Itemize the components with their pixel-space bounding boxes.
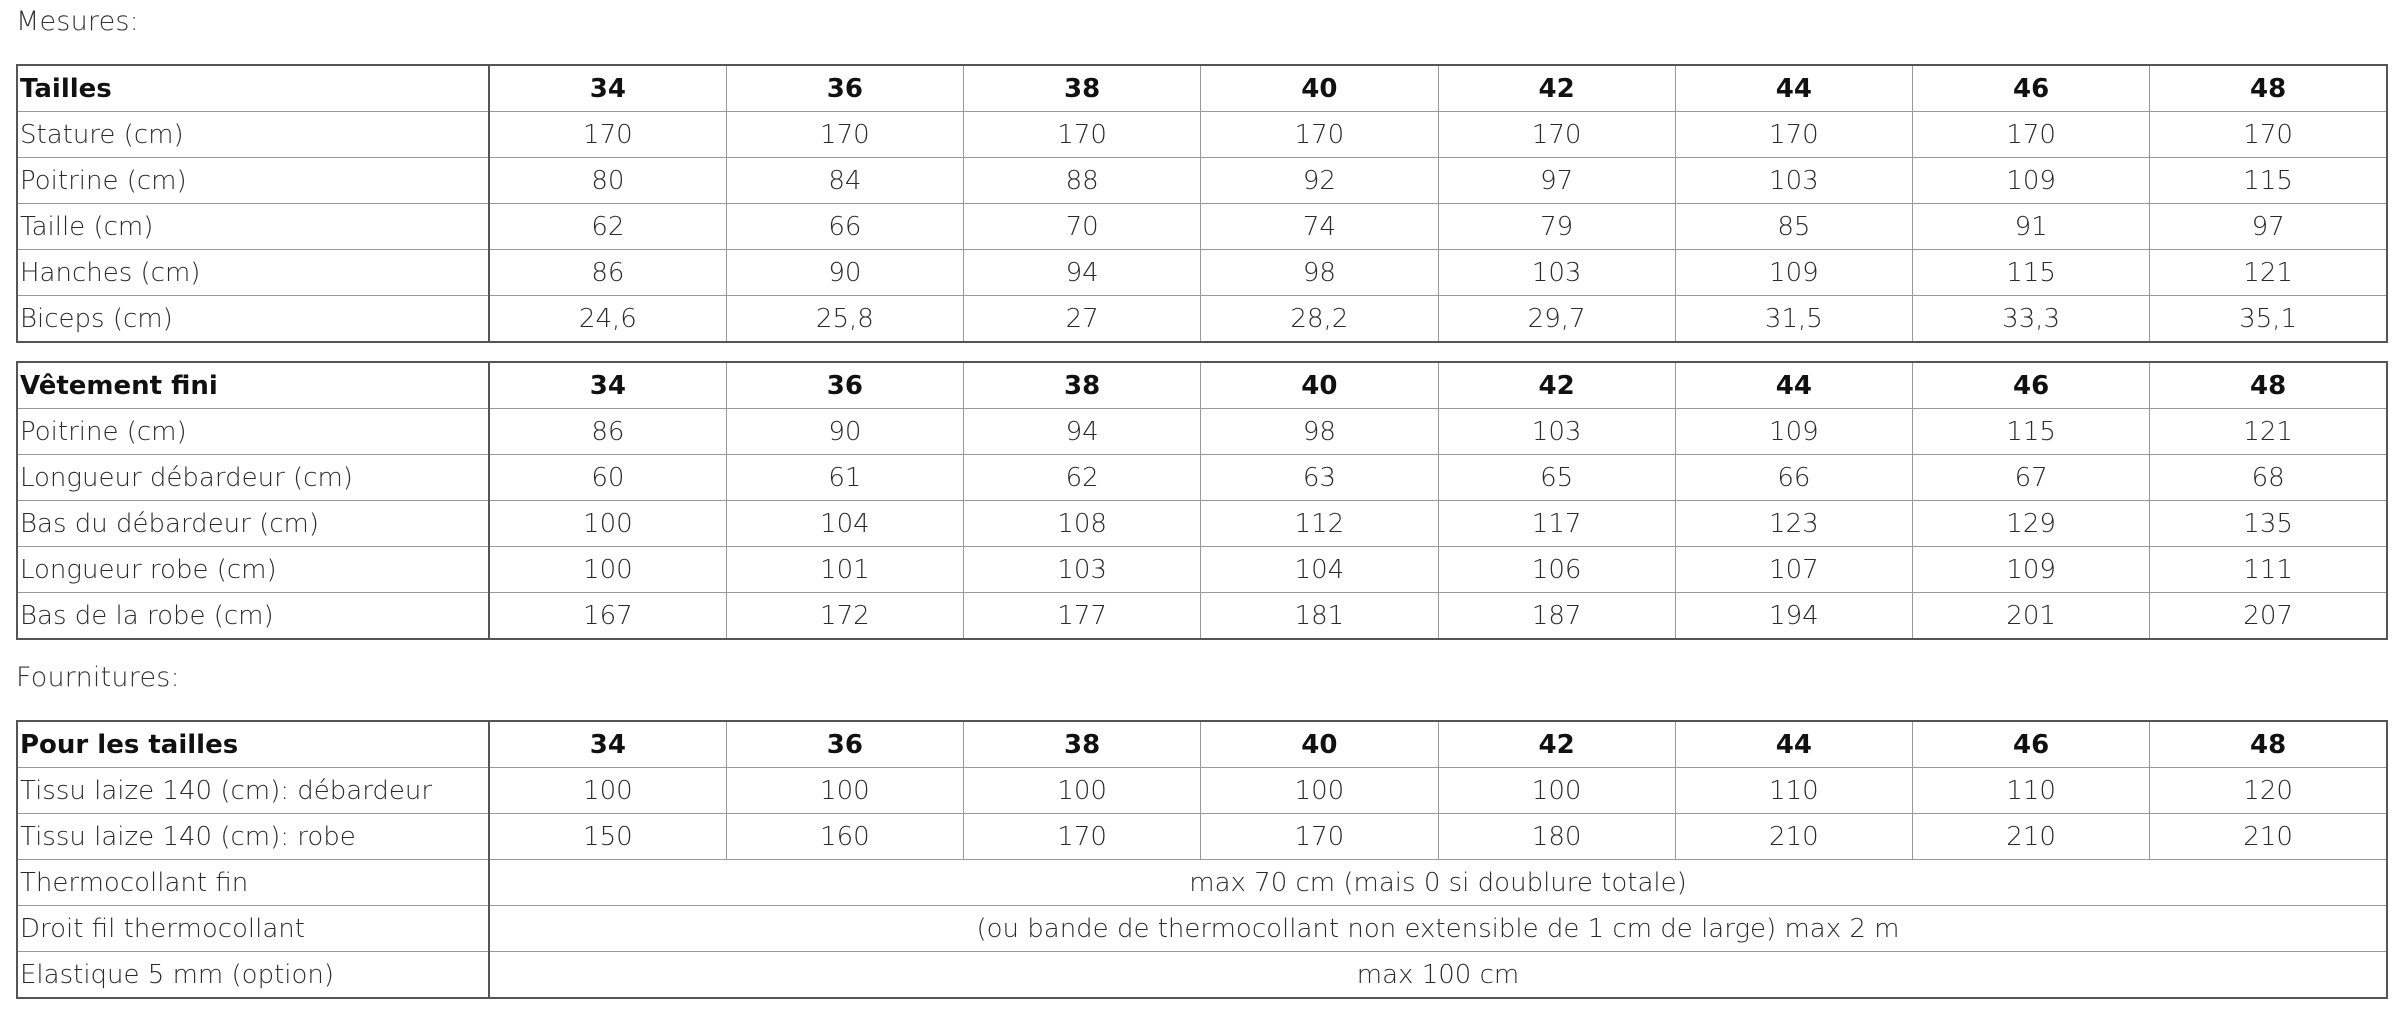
value-cell: 100 — [489, 768, 726, 814]
value-cell: 90 — [726, 250, 963, 296]
value-cell: 210 — [2150, 814, 2387, 860]
row-label-cell: Biceps (cm) — [17, 296, 489, 343]
value-cell: 38 — [964, 721, 1201, 768]
value-cell: 38 — [964, 65, 1201, 112]
value-cell: 80 — [489, 158, 726, 204]
table-row — [17, 593, 2387, 640]
value-cell: 100 — [1201, 768, 1438, 814]
spanning-value-cell: max 100 cm — [489, 952, 2387, 999]
value-cell: 94 — [964, 250, 1201, 296]
value-cell: 86 — [489, 409, 726, 455]
value-cell: 100 — [489, 547, 726, 593]
value-cell: 187 — [1438, 593, 1675, 640]
value-cell: 42 — [1438, 721, 1675, 768]
table-row — [17, 547, 2387, 593]
value-cell: 98 — [1201, 250, 1438, 296]
value-cell: 24,6 — [489, 296, 726, 343]
row-label-cell: Taille (cm) — [17, 204, 489, 250]
row-label-cell: Poitrine (cm) — [17, 158, 489, 204]
value-cell: 110 — [1675, 768, 1912, 814]
row-label-cell: Thermocollant fin — [17, 860, 489, 906]
value-cell: 40 — [1201, 362, 1438, 409]
value-cell: 150 — [489, 814, 726, 860]
value-cell: 34 — [489, 362, 726, 409]
value-cell: 48 — [2150, 721, 2387, 768]
value-cell: 123 — [1675, 501, 1912, 547]
value-cell: 98 — [1201, 409, 1438, 455]
value-cell: 36 — [726, 65, 963, 112]
value-cell: 109 — [1675, 409, 1912, 455]
value-cell: 210 — [1913, 814, 2150, 860]
value-cell: 27 — [964, 296, 1201, 343]
fournitures-table — [16, 720, 2388, 999]
value-cell: 90 — [726, 409, 963, 455]
value-cell: 38 — [964, 362, 1201, 409]
row-label-cell: Vêtement fini — [17, 362, 489, 409]
value-cell: 103 — [964, 547, 1201, 593]
value-cell: 106 — [1438, 547, 1675, 593]
value-cell: 66 — [1675, 455, 1912, 501]
vetement-fini-table — [16, 361, 2388, 640]
value-cell: 210 — [1675, 814, 1912, 860]
value-cell: 66 — [726, 204, 963, 250]
table-header-row — [17, 65, 2387, 112]
value-cell: 94 — [964, 409, 1201, 455]
value-cell: 109 — [1913, 547, 2150, 593]
table-row-spanning — [17, 952, 2387, 999]
value-cell: 79 — [1438, 204, 1675, 250]
value-cell: 63 — [1201, 455, 1438, 501]
value-cell: 33,3 — [1913, 296, 2150, 343]
value-cell: 48 — [2150, 362, 2387, 409]
value-cell: 62 — [964, 455, 1201, 501]
row-label-cell: Tailles — [17, 65, 489, 112]
value-cell: 34 — [489, 65, 726, 112]
mesures-table-body — [17, 65, 2387, 342]
value-cell: 170 — [1201, 814, 1438, 860]
table-row — [17, 814, 2387, 860]
row-label-cell: Stature (cm) — [17, 112, 489, 158]
value-cell: 115 — [1913, 409, 2150, 455]
value-cell: 85 — [1675, 204, 1912, 250]
table-row — [17, 501, 2387, 547]
fournitures-section-label: Fournitures: — [16, 662, 180, 693]
value-cell: 60 — [489, 455, 726, 501]
table-header-row — [17, 362, 2387, 409]
value-cell: 167 — [489, 593, 726, 640]
value-cell: 62 — [489, 204, 726, 250]
value-cell: 121 — [2150, 409, 2387, 455]
value-cell: 115 — [1913, 250, 2150, 296]
table-row — [17, 250, 2387, 296]
spanning-value-cell: max 70 cm (mais 0 si doublure totale) — [489, 860, 2387, 906]
row-label-cell: Poitrine (cm) — [17, 409, 489, 455]
value-cell: 65 — [1438, 455, 1675, 501]
table-row — [17, 158, 2387, 204]
value-cell: 115 — [2150, 158, 2387, 204]
row-label-cell: Hanches (cm) — [17, 250, 489, 296]
value-cell: 40 — [1201, 721, 1438, 768]
value-cell: 180 — [1438, 814, 1675, 860]
value-cell: 104 — [726, 501, 963, 547]
row-label-cell: Longueur débardeur (cm) — [17, 455, 489, 501]
value-cell: 44 — [1675, 65, 1912, 112]
value-cell: 129 — [1913, 501, 2150, 547]
value-cell: 109 — [1675, 250, 1912, 296]
value-cell: 100 — [964, 768, 1201, 814]
value-cell: 36 — [726, 362, 963, 409]
value-cell: 170 — [964, 112, 1201, 158]
value-cell: 109 — [1913, 158, 2150, 204]
table-row — [17, 296, 2387, 343]
value-cell: 110 — [1913, 768, 2150, 814]
value-cell: 111 — [2150, 547, 2387, 593]
value-cell: 42 — [1438, 362, 1675, 409]
value-cell: 36 — [726, 721, 963, 768]
value-cell: 46 — [1913, 721, 2150, 768]
value-cell: 112 — [1201, 501, 1438, 547]
value-cell: 48 — [2150, 65, 2387, 112]
row-label-cell: Droit fil thermocollant — [17, 906, 489, 952]
value-cell: 100 — [726, 768, 963, 814]
value-cell: 61 — [726, 455, 963, 501]
value-cell: 67 — [1913, 455, 2150, 501]
value-cell: 34 — [489, 721, 726, 768]
value-cell: 100 — [489, 501, 726, 547]
fournitures-table-body — [17, 721, 2387, 998]
value-cell: 194 — [1675, 593, 1912, 640]
value-cell: 201 — [1913, 593, 2150, 640]
mesures-section-label: Mesures: — [16, 6, 139, 37]
value-cell: 46 — [1913, 65, 2150, 112]
value-cell: 100 — [1438, 768, 1675, 814]
value-cell: 29,7 — [1438, 296, 1675, 343]
value-cell: 44 — [1675, 721, 1912, 768]
value-cell: 207 — [2150, 593, 2387, 640]
row-label-cell: Elastique 5 mm (option) — [17, 952, 489, 999]
table-row — [17, 112, 2387, 158]
row-label-cell: Bas de la robe (cm) — [17, 593, 489, 640]
value-cell: 70 — [964, 204, 1201, 250]
value-cell: 170 — [1438, 112, 1675, 158]
value-cell: 88 — [964, 158, 1201, 204]
value-cell: 28,2 — [1201, 296, 1438, 343]
table-row-spanning — [17, 860, 2387, 906]
value-cell: 107 — [1675, 547, 1912, 593]
value-cell: 91 — [1913, 204, 2150, 250]
value-cell: 42 — [1438, 65, 1675, 112]
row-label-cell: Tissu laize 140 (cm): débardeur — [17, 768, 489, 814]
value-cell: 68 — [2150, 455, 2387, 501]
value-cell: 103 — [1438, 250, 1675, 296]
value-cell: 170 — [726, 112, 963, 158]
value-cell: 25,8 — [726, 296, 963, 343]
value-cell: 74 — [1201, 204, 1438, 250]
vetement-fini-table-body — [17, 362, 2387, 639]
value-cell: 97 — [2150, 204, 2387, 250]
value-cell: 160 — [726, 814, 963, 860]
value-cell: 103 — [1438, 409, 1675, 455]
row-label-cell: Bas du débardeur (cm) — [17, 501, 489, 547]
value-cell: 92 — [1201, 158, 1438, 204]
value-cell: 121 — [2150, 250, 2387, 296]
value-cell: 120 — [2150, 768, 2387, 814]
value-cell: 101 — [726, 547, 963, 593]
value-cell: 177 — [964, 593, 1201, 640]
row-label-cell: Pour les tailles — [17, 721, 489, 768]
table-row-spanning — [17, 906, 2387, 952]
value-cell: 172 — [726, 593, 963, 640]
value-cell: 86 — [489, 250, 726, 296]
value-cell: 170 — [1201, 112, 1438, 158]
table-row — [17, 768, 2387, 814]
spanning-value-cell: (ou bande de thermocollant non extensible de 1 cm de large) max 2 m — [489, 906, 2387, 952]
value-cell: 84 — [726, 158, 963, 204]
value-cell: 170 — [1913, 112, 2150, 158]
row-label-cell: Longueur robe (cm) — [17, 547, 489, 593]
value-cell: 35,1 — [2150, 296, 2387, 343]
value-cell: 40 — [1201, 65, 1438, 112]
value-cell: 170 — [2150, 112, 2387, 158]
value-cell: 117 — [1438, 501, 1675, 547]
value-cell: 135 — [2150, 501, 2387, 547]
value-cell: 104 — [1201, 547, 1438, 593]
value-cell: 170 — [489, 112, 726, 158]
table-header-row — [17, 721, 2387, 768]
value-cell: 170 — [964, 814, 1201, 860]
value-cell: 103 — [1675, 158, 1912, 204]
value-cell: 31,5 — [1675, 296, 1912, 343]
value-cell: 44 — [1675, 362, 1912, 409]
value-cell: 108 — [964, 501, 1201, 547]
table-row — [17, 409, 2387, 455]
value-cell: 46 — [1913, 362, 2150, 409]
value-cell: 181 — [1201, 593, 1438, 640]
mesures-table — [16, 64, 2388, 343]
row-label-cell: Tissu laize 140 (cm): robe — [17, 814, 489, 860]
value-cell: 97 — [1438, 158, 1675, 204]
table-row — [17, 204, 2387, 250]
value-cell: 170 — [1675, 112, 1912, 158]
table-row — [17, 455, 2387, 501]
